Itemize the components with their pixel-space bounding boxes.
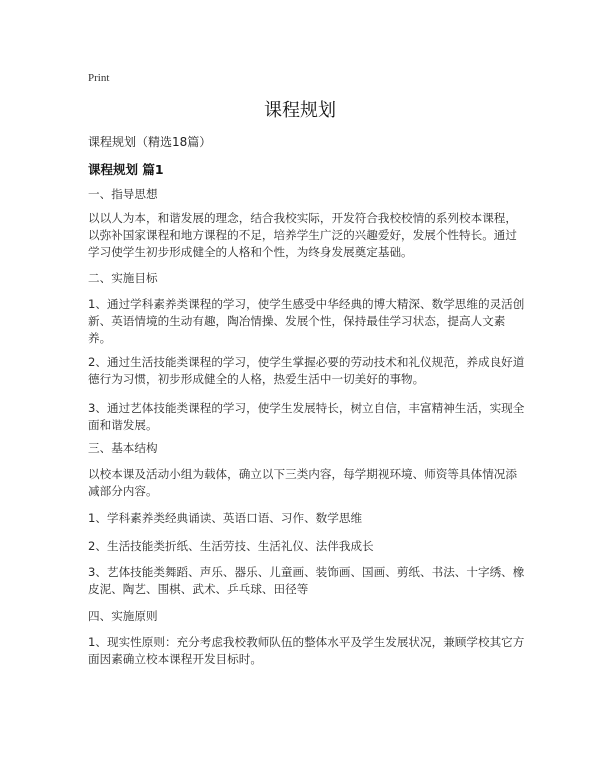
- document-title: 课程规划: [264, 100, 336, 121]
- paragraph: 3、艺体技能类舞蹈、声乐、器乐、儿童画、装饰画、国画、剪纸、书法、十字绣、橡皮泥、陶艺、围棋、武术、乒乓球、田径等: [88, 565, 525, 596]
- section-heading: 一、指导思想: [88, 187, 158, 201]
- section-heading: 三、基本结构: [88, 441, 158, 455]
- paragraph: 1、学科素养类经典诵读、英语口语、习作、数学思维: [88, 511, 363, 525]
- print-label[interactable]: Print: [88, 72, 110, 84]
- paragraph: 2、生活技能类折纸、生活劳技、生活礼仪、法伴我成长: [88, 539, 374, 553]
- section-heading: 二、实施目标: [88, 271, 158, 285]
- section-heading: 四、实施原则: [88, 609, 158, 623]
- paragraph: 以以人为本，和谐发展的理念，结合我校实际，开发符合我校校情的系列校本课程，以弥补国家课程和地方课程的不足，培养学生广泛的兴趣爱好，发展个性特长。通过学习使学生初步形成健全的人格和个性，为终身发展奠定基础。: [88, 211, 517, 259]
- paragraph: 1、通过学科素养类课程的学习，使学生感受中华经典的博大精深、数学思维的灵活创新、英语情境的生动有趣，陶冶情操、发展个性，保持最佳学习状态，提高人文素养。: [88, 297, 525, 345]
- paragraph: 1、现实性原则：充分考虑我校教师队伍的整体水平及学生发展状况，兼顾学校其它方面因素确立校本课程开发目标时。: [88, 635, 525, 666]
- paragraph: 以校本课及活动小组为载体，确立以下三类内容，每学期视环境、师资等具体情况添减部分内容。: [88, 467, 517, 498]
- paragraph: 3、通过艺体技能类课程的学习，使学生发展特长，树立自信，丰富精神生活，实现全面和谐发展。: [88, 401, 525, 432]
- article-heading: 课程规划 篇1: [88, 162, 164, 177]
- paragraph: 2、通过生活技能类课程的学习，使学生掌握必要的劳动技术和礼仪规范，养成良好道德行为习惯，初步形成健全的人格，热爱生活中一切美好的事物。: [88, 355, 525, 386]
- document-subtitle: 课程规划（精选18篇）: [88, 135, 212, 149]
